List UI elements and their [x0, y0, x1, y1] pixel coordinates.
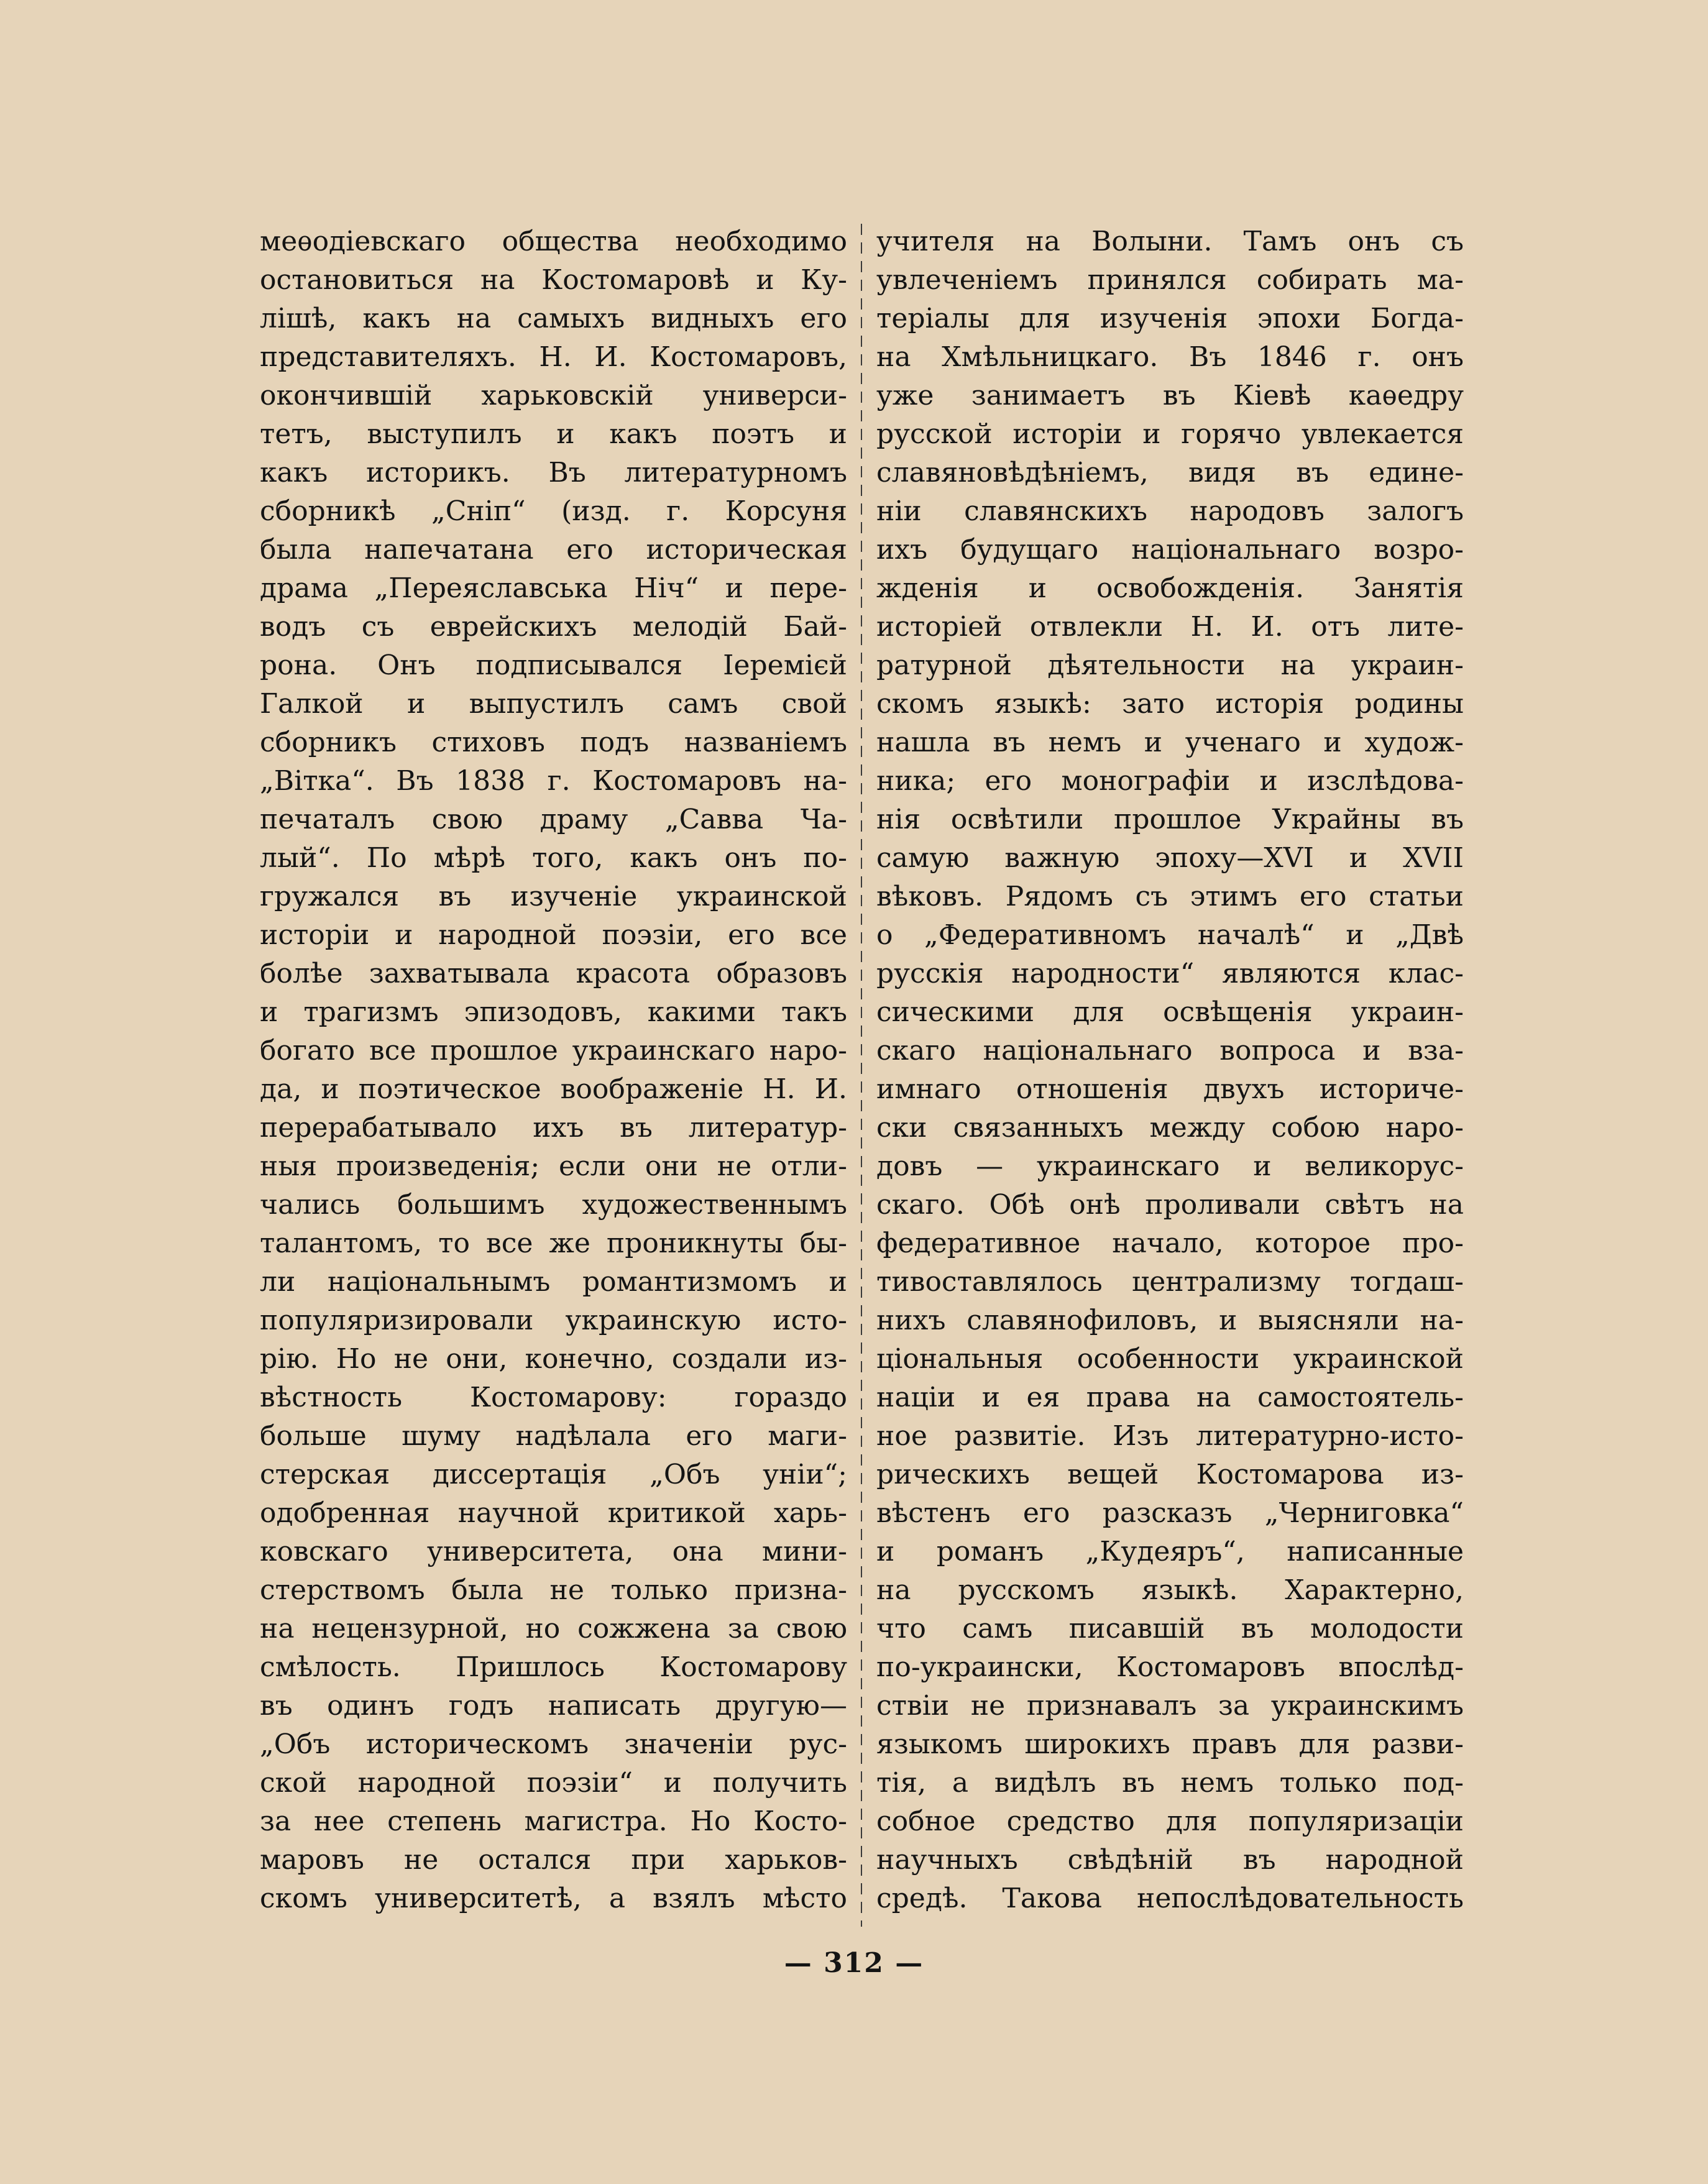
- text-line: ли національнымъ романтизмомъ и: [260, 1266, 847, 1298]
- text-line: федеративное начало, которое про-: [876, 1227, 1464, 1259]
- text-line: нія освѣтили прошлое Украйны въ: [876, 804, 1464, 835]
- text-line: имнаго отношенія двухъ историче-: [876, 1073, 1464, 1105]
- text-line: маровъ не остался при харьков-: [260, 1844, 847, 1876]
- text-line: лішѣ, какъ на самыхъ видныхъ его: [260, 303, 847, 334]
- text-line: ніи славянскихъ народовъ залогъ: [876, 495, 1464, 527]
- text-line: исторіи и народной поэзіи, его все: [260, 919, 847, 951]
- text-line: скомъ языкѣ: зато исторія родины: [876, 688, 1464, 720]
- text-line: увлеченіемъ принялся собирать ма-: [876, 264, 1464, 296]
- text-line: жденія и освобожденія. Занятія: [876, 572, 1464, 604]
- text-line: талантомъ, то все же проникнуты бы-: [260, 1227, 847, 1259]
- text-line: за нее степень магистра. Но Косто-: [260, 1805, 847, 1837]
- text-line: смѣлость. Пришлось Костомарову: [260, 1651, 847, 1683]
- text-line: ныя произведенія; если они не отли-: [260, 1150, 847, 1182]
- text-line: „Вітка“. Въ 1838 г. Костомаровъ на-: [260, 765, 847, 797]
- text-line: вѣстность Костомарову: гораздо: [260, 1382, 847, 1413]
- text-line: славяновѣдѣніемъ, видя въ едине-: [876, 457, 1464, 489]
- text-line: сическими для освѣщенія украин-: [876, 996, 1464, 1028]
- text-line: чались большимъ художественнымъ: [260, 1189, 847, 1221]
- text-line: на русскомъ языкѣ. Характерно,: [876, 1574, 1464, 1606]
- text-line: больше шуму надѣлала его маги-: [260, 1420, 847, 1452]
- text-line: ковскаго университета, она мини-: [260, 1536, 847, 1567]
- text-line: нашла въ немъ и ученаго и худож-: [876, 727, 1464, 758]
- text-line: и романъ „Кудеяръ“, написанные: [876, 1536, 1464, 1567]
- text-line: ихъ будущаго національнаго возро-: [876, 534, 1464, 566]
- text-line: исторіей отвлекли Н. И. отъ лите-: [876, 611, 1464, 643]
- text-line: нихъ славянофиловъ, и выясняли на-: [876, 1305, 1464, 1336]
- text-line: о „Федеративномъ началѣ“ и „Двѣ: [876, 919, 1464, 951]
- text-line: сборникъ стиховъ подъ названіемъ: [260, 727, 847, 758]
- text-line: въ одинъ годъ написать другую—: [260, 1690, 847, 1722]
- text-line: одобренная научной критикой харь-: [260, 1497, 847, 1529]
- text-line: рическихъ вещей Костомарова из-: [876, 1459, 1464, 1490]
- text-line: на нецензурной, но сожжена за свою: [260, 1613, 847, 1645]
- text-line: ціональныя особенности украинской: [876, 1343, 1464, 1375]
- text-line: меѳодіевскаго общества необходимо: [260, 226, 847, 257]
- text-line: по-украински, Костомаровъ впослѣд-: [876, 1651, 1464, 1683]
- text-line: ски связанныхъ между собою наро-: [876, 1112, 1464, 1144]
- text-line: націи и ея права на самостоятель-: [876, 1382, 1464, 1413]
- text-line: печаталъ свою драму „Савва Ча-: [260, 804, 847, 835]
- text-line: „Объ историческомъ значеніи рус-: [260, 1728, 847, 1760]
- text-line: тетъ, выступилъ и какъ поэтъ и: [260, 418, 847, 450]
- text-line: Галкой и выпустилъ самъ свой: [260, 688, 847, 720]
- text-line: остановиться на Костомаровѣ и Ку-: [260, 264, 847, 296]
- text-line: что самъ писавшій въ молодости: [876, 1613, 1464, 1645]
- column-divider: [861, 224, 862, 1927]
- text-line: и трагизмъ эпизодовъ, какими такъ: [260, 996, 847, 1028]
- text-line: ратурной дѣятельности на украин-: [876, 649, 1464, 681]
- text-line: учителя на Волыни. Тамъ онъ съ: [876, 226, 1464, 257]
- text-line: на Хмѣльницкаго. Въ 1846 г. онъ: [876, 341, 1464, 373]
- text-line: стерская диссертація „Объ уніи“;: [260, 1459, 847, 1490]
- text-line: рію. Но не они, конечно, создали из-: [260, 1343, 847, 1375]
- text-line: была напечатана его историческая: [260, 534, 847, 566]
- text-line: водъ съ еврейскихъ мелодій Бай-: [260, 611, 847, 643]
- text-line: стерствомъ была не только призна-: [260, 1574, 847, 1606]
- text-line: уже занимаетъ въ Кіевѣ каѳедру: [876, 380, 1464, 411]
- page-number: — 312 —: [784, 1947, 924, 1979]
- text-line: лый“. По мѣрѣ того, какъ онъ по-: [260, 842, 847, 874]
- text-line: драма „Переяславська Ніч“ и пере-: [260, 572, 847, 604]
- text-line: ное развитіе. Изъ литературно-исто-: [876, 1420, 1464, 1452]
- text-line: скомъ университетѣ, а взялъ мѣсто: [260, 1883, 847, 1914]
- left-column: [260, 223, 847, 1918]
- text-line: ской народной поэзіи“ и получить: [260, 1767, 847, 1799]
- text-line: сборникѣ „Сніп“ (изд. г. Корсуня: [260, 495, 847, 527]
- text-line: самую важную эпоху—XVI и XVII: [876, 842, 1464, 874]
- right-column: [876, 223, 1464, 1918]
- text-line: тивоставлялось централизму тогдаш-: [876, 1266, 1464, 1298]
- text-line: русскія народности“ являются клас-: [876, 958, 1464, 989]
- text-line: скаго. Обѣ онѣ проливали свѣтъ на: [876, 1189, 1464, 1221]
- text-line: теріалы для изученія эпохи Богда-: [876, 303, 1464, 334]
- text-line: рона. Онъ подписывался Іеремієй: [260, 649, 847, 681]
- text-line: какъ историкъ. Въ литературномъ: [260, 457, 847, 489]
- text-line: популяризировали украинскую исто-: [260, 1305, 847, 1336]
- text-line: вѣстенъ его разсказъ „Черниговка“: [876, 1497, 1464, 1529]
- text-line: богато все прошлое украинскаго наро-: [260, 1035, 847, 1067]
- text-line: окончившій харьковскій универси-: [260, 380, 847, 411]
- text-line: перерабатывало ихъ въ литератур-: [260, 1112, 847, 1144]
- text-line: тія, а видѣлъ въ немъ только под-: [876, 1767, 1464, 1799]
- text-line: средѣ. Такова непослѣдовательность: [876, 1883, 1464, 1914]
- text-line: болѣе захватывала красота образовъ: [260, 958, 847, 989]
- text-line: вѣковъ. Рядомъ съ этимъ его статьи: [876, 881, 1464, 912]
- text-line: скаго національнаго вопроса и вза-: [876, 1035, 1464, 1067]
- text-line: гружался въ изученіе украинской: [260, 881, 847, 912]
- text-line: языкомъ широкихъ правъ для разви-: [876, 1728, 1464, 1760]
- text-line: собное средство для популяризаціи: [876, 1805, 1464, 1837]
- text-line: ника; его монографіи и изслѣдова-: [876, 765, 1464, 797]
- text-line: представителяхъ. Н. И. Костомаровъ,: [260, 341, 847, 373]
- text-line: довъ — украинскаго и великорус-: [876, 1150, 1464, 1182]
- text-line: русской исторіи и горячо увлекается: [876, 418, 1464, 450]
- text-line: научныхъ свѣдѣній въ народной: [876, 1844, 1464, 1876]
- text-line: ствіи не признавалъ за украинскимъ: [876, 1690, 1464, 1722]
- text-line: да, и поэтическое воображеніе Н. И.: [260, 1073, 847, 1105]
